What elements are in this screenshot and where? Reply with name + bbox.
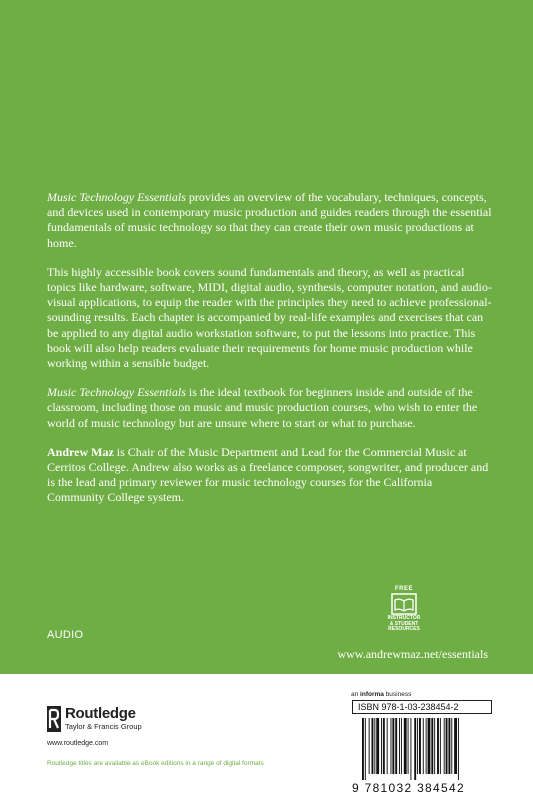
blurb-paragraph-3 [47,385,492,431]
publisher-strip [0,674,533,800]
informa-business [351,691,411,698]
blurb-text-1: provides an overview of the vocabulary, techniques, concepts, and devices used in contemporary music production and guides readers through the essential fundamentals of music technology so that they can create their own music productions at home. [47,190,492,250]
publisher-group: Taylor & Francis Group [65,722,142,731]
informa-brand: informa [360,691,384,698]
badge-line-1: INSTRUCTOR [387,615,421,621]
author-bio [47,445,492,506]
author-name: Andrew Maz [47,444,114,459]
routledge-logo [47,706,142,732]
routledge-mark-icon [47,706,61,732]
blurb-paragraph-1 [47,190,492,251]
blurb-text-3: is the ideal textbook for beginners inside and outside of the classroom, including those on music and music production courses, who wish to enter the world of music technology but are unsure where to start or what to purchase. [47,385,478,430]
free-resources-badge [374,586,434,633]
informa-suffix: business [383,691,412,698]
barcode-bars [358,718,488,780]
ebook-note: Routledge titles are available as eBook editions in a range of digital formats [47,760,264,767]
blurb [47,190,492,520]
isbn-barcode [352,700,492,794]
barcode-digits: 9 781032 384542 [352,781,465,795]
subject-category: AUDIO [47,629,84,641]
book-title-italic: Music Technology Essentials [47,385,186,400]
book-title-italic: Music Technology Essentials [47,190,186,204]
blurb-paragraph-2: This highly accessible book covers sound fundamentals and theory, as well as practical topics like hardware, software, MIDI, digital audio, synthesis, computer notation, and audio-visual applications, to equip the reader with the principles they need to achieve professional-sounding results. Each chapter is accompanied by real-life examples and exercises that can be applied to any digital audio workstation software, to put the lessons into practice. This book will also help readers evaluate their requirements for home music production while working within a sensible budget. [47,264,492,371]
open-book-icon [391,593,417,615]
isbn-label: ISBN 978-1-03-238454-2 [352,700,492,714]
badge-line-2: & STUDENT [389,620,419,627]
author-website[interactable]: www.andrewmaz.net/essentials [337,647,488,661]
publisher-name: Routledge [65,705,136,722]
publisher-url[interactable]: www.routledge.com [47,740,109,747]
publisher-wordmark [65,706,142,731]
author-bio-text: is Chair of the Music Department and Lead for the Commercial Music at Cerritos College. Andrew also works as a freelance composer, songwriter, and producer and is the lead and primary reviewer for music technology courses for the California Community College system. [47,444,489,505]
badge-line-3: RESOURCES [388,626,420,632]
badge-free: FREE [394,586,413,592]
informa-prefix: an [351,691,361,698]
